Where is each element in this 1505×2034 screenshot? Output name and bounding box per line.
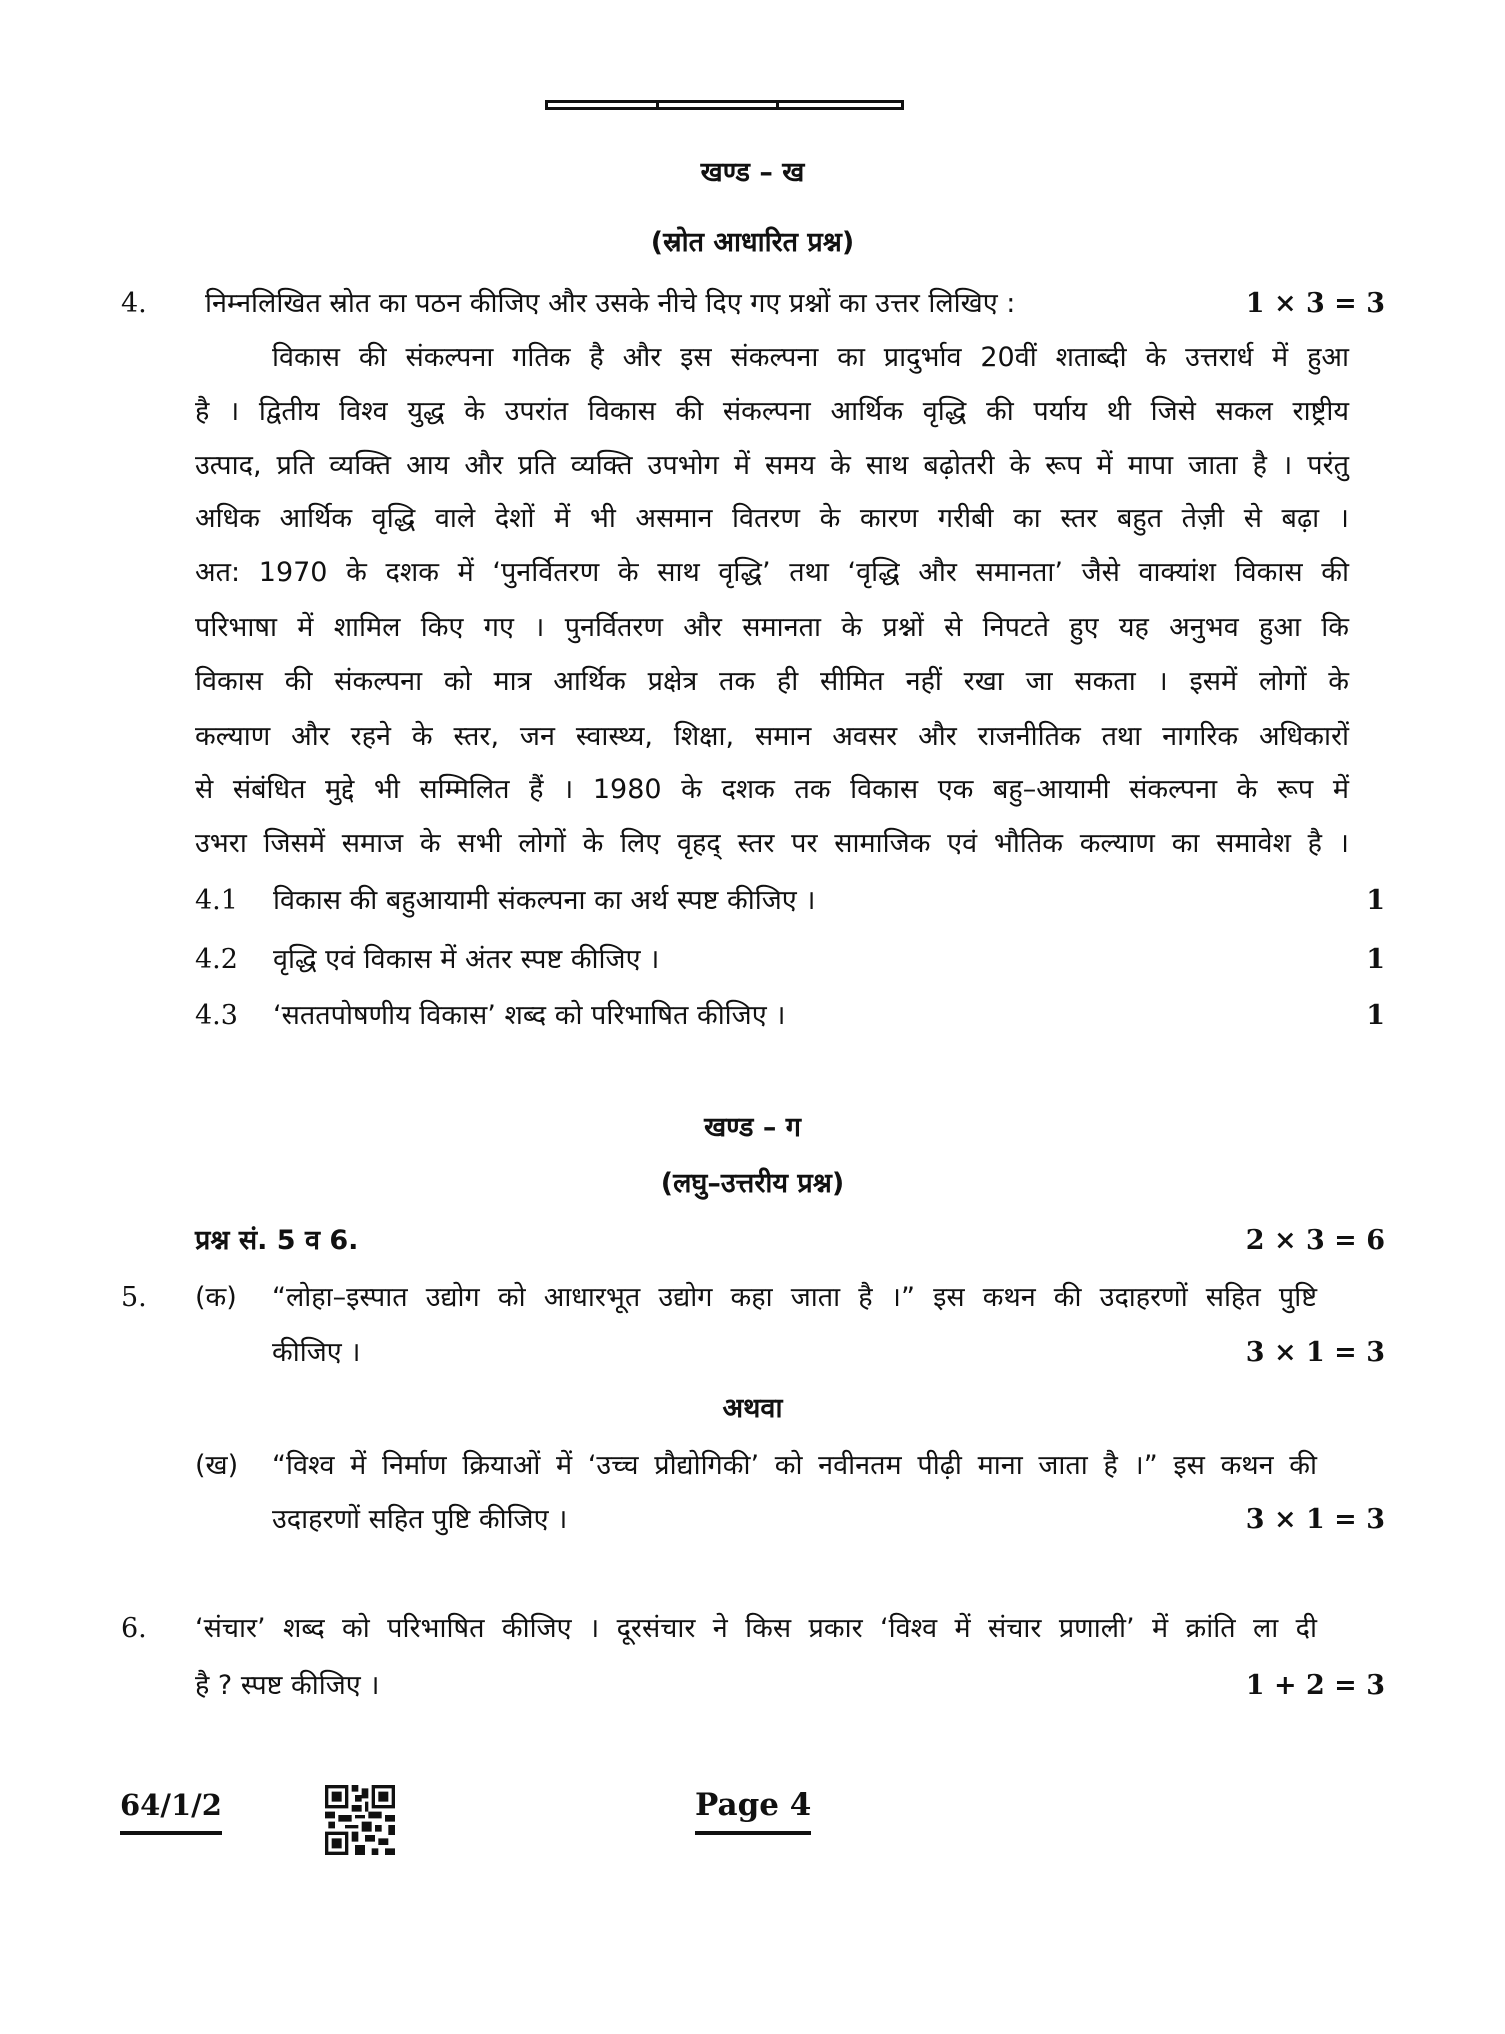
q5-b-marks: 3 × 1 = 3 (1245, 1504, 1385, 1535)
q5-number: 5. (121, 1282, 147, 1313)
passage-line: परिभाषा में शामिल किए गए । पुनर्वितरण और समानता के प्रश्नों से निपटते हुए यह अनुभव हुआ कि (195, 612, 1349, 643)
qr-code-icon (325, 1785, 395, 1855)
q6-marks: 1 + 2 = 3 (1245, 1670, 1385, 1701)
passage-line: अत: 1970 के दशक में ‘पुनर्वितरण के साथ वृद्धि’ तथा ‘वृद्धि और समानता’ जैसे वाक्यांश विकास की (195, 557, 1349, 588)
subquestion-text: विकास की बहुआयामी संकल्पना का अर्थ स्पष्ट कीजिए । (273, 885, 816, 916)
q4-marks: 1 × 3 = 3 (1245, 288, 1385, 319)
section-b-subtitle: (स्रोत आधारित प्रश्न) (650, 227, 855, 258)
q4-instruction: निम्नलिखित स्रोत का पठन कीजिए और उसके नीचे दिए गए प्रश्नों का उत्तर लिखिए : (205, 288, 1016, 319)
passage-line: विकास की संकल्पना गतिक है और इस संकल्पना का प्रादुर्भाव 20वीं शताब्दी के उत्तरार्ध में हुआ (272, 342, 1349, 373)
subquestion-marks: 1 (1366, 944, 1385, 975)
passage-line: अधिक आर्थिक वृद्धि वाले देशों में भी असमान वितरण के कारण गरीबी का स्तर बहुत तेज़ी से बढ़ा । (195, 503, 1349, 534)
question-range: प्रश्न सं. 5 व 6. (195, 1225, 359, 1256)
q5-a-line: “लोहा–इस्पात उद्योग को आधारभूत उद्योग कहा जाता है ।” इस कथन की उदाहरणों सहित पुष्टि (272, 1282, 1317, 1313)
passage-line: से संबंधित मुद्दे भी सम्मिलित हैं । 1980 के दशक तक विकास एक बहु–आयामी संकल्पना के रूप में (195, 774, 1349, 805)
subquestion-number: 4.3 (195, 1000, 238, 1031)
q6-line: ‘संचार’ शब्द को परिभाषित कीजिए । दूरसंचार ने किस प्रकार ‘विश्व में संचार प्रणाली’ में क्रांति ला दी (195, 1613, 1317, 1644)
section-c-title: खण्ड – ग (704, 1112, 801, 1143)
passage-line: उत्पाद, प्रति व्यक्ति आय और प्रति व्यक्ति उपभोग में समय के साथ बढ़ोतरी के रूप में मापा जाता है । परंतु (195, 450, 1349, 481)
q5-b-label: (ख) (195, 1450, 239, 1481)
q5-a-line: कीजिए । (272, 1337, 361, 1368)
q5-b-line: उदाहरणों सहित पुष्टि कीजिए । (272, 1504, 568, 1535)
q4-number: 4. (121, 288, 147, 319)
passage-line: है । द्वितीय विश्व युद्ध के उपरांत विकास की संकल्पना आर्थिक वृद्धि की पर्याय थी जिसे सकल राष्ट्रीय (195, 396, 1349, 427)
subquestion-number: 4.1 (195, 885, 238, 916)
subquestion-text: ‘सततपोषणीय विकास’ शब्द को परिभाषित कीजिए । (273, 1000, 786, 1031)
section-c-subtitle: (लघु–उत्तरीय प्रश्न) (660, 1168, 845, 1199)
passage-line: विकास की संकल्पना को मात्र आर्थिक प्रक्षेत्र तक ही सीमित नहीं रखा जा सकता । इसमें लोगों के (195, 666, 1349, 697)
top-divider-bar (545, 100, 904, 110)
q5-a-marks: 3 × 1 = 3 (1245, 1337, 1385, 1368)
or-divider: अथवा (722, 1393, 783, 1424)
subquestion-marks: 1 (1366, 885, 1385, 916)
q5-a-label: (क) (195, 1282, 237, 1313)
section-b-title: खण्ड – ख (700, 157, 805, 188)
passage-line: कल्याण और रहने के स्तर, जन स्वास्थ्य, शिक्षा, समान अवसर और राजनीतिक तथा नागरिक अधिकारों (195, 721, 1349, 752)
subquestion-text: वृद्धि एवं विकास में अंतर स्पष्ट कीजिए । (273, 944, 660, 975)
q6-number: 6. (121, 1613, 147, 1644)
q5-b-line: “विश्व में निर्माण क्रियाओं में ‘उच्च प्रौद्योगिकी’ को नवीनतम पीढ़ी माना जाता है ।” इस कथन की (272, 1450, 1317, 1481)
subquestion-marks: 1 (1366, 1000, 1385, 1031)
paper-code: 64/1/2 (120, 1785, 222, 1835)
page-number: Page 4 (695, 1785, 811, 1835)
q6-line: है ? स्पष्ट कीजिए । (195, 1670, 380, 1701)
subquestion-number: 4.2 (195, 944, 238, 975)
passage-line: उभरा जिसमें समाज के सभी लोगों के लिए वृहद् स्तर पर सामाजिक एवं भौतिक कल्याण का समावेश है । (195, 828, 1349, 859)
section-c-marks: 2 × 3 = 6 (1245, 1225, 1385, 1256)
